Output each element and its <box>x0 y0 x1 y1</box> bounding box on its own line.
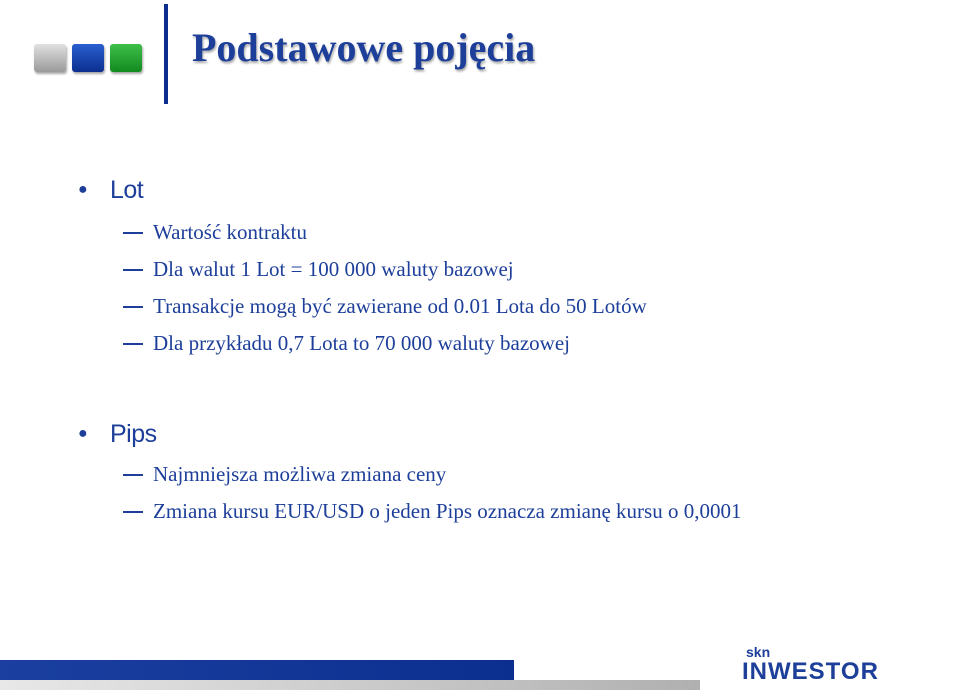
dash-icon <box>123 474 143 476</box>
section-lot <box>78 172 647 362</box>
list-item <box>78 456 741 493</box>
dash-icon <box>123 232 143 234</box>
footer-blue-stripe <box>0 660 514 680</box>
list-item-text: Zmiana kursu EUR/USD o jeden Pips oznacza zmianę kursu o 0,0001 <box>153 499 742 523</box>
bullet-dot-icon: ● <box>78 181 88 198</box>
title-divider <box>164 4 168 104</box>
bullet-heading <box>78 172 647 208</box>
list-item-text: Wartość kontraktu <box>153 220 308 244</box>
list-item-text: Dla przykładu 0,7 Lota to 70 000 waluty bazowej <box>153 331 570 355</box>
blue-square-icon <box>72 44 104 72</box>
dash-icon <box>123 511 143 513</box>
list-item-text: Najmniejsza możliwa zmiana ceny <box>153 462 447 486</box>
dash-icon <box>123 269 143 271</box>
page-title: Podstawowe pojęcia <box>192 25 536 70</box>
bullet-dot-icon: ● <box>78 425 88 442</box>
footer-gray-stripe <box>0 680 700 690</box>
list-item <box>78 325 647 362</box>
green-square-icon <box>110 44 142 72</box>
list-item <box>78 214 647 251</box>
skn-inwestor-logo <box>742 644 902 686</box>
section-pips <box>78 416 741 530</box>
list-item-text: Dla walut 1 Lot = 100 000 waluty bazowej <box>153 257 514 281</box>
dash-icon <box>123 343 143 345</box>
gray-square-icon <box>34 44 66 72</box>
dash-icon <box>123 306 143 308</box>
logo-big-text: INWESTOR <box>742 658 879 685</box>
decorative-squares <box>34 44 142 74</box>
list-item <box>78 288 647 325</box>
section-heading: Lot <box>110 175 144 204</box>
logo-small-text: skn <box>746 644 771 660</box>
list-item <box>78 493 741 530</box>
section-heading: Pips <box>110 419 157 448</box>
list-item-text: Transakcje mogą być zawierane od 0.01 Lota do 50 Lotów <box>153 294 647 318</box>
bullet-heading <box>78 416 741 452</box>
list-item <box>78 251 647 288</box>
